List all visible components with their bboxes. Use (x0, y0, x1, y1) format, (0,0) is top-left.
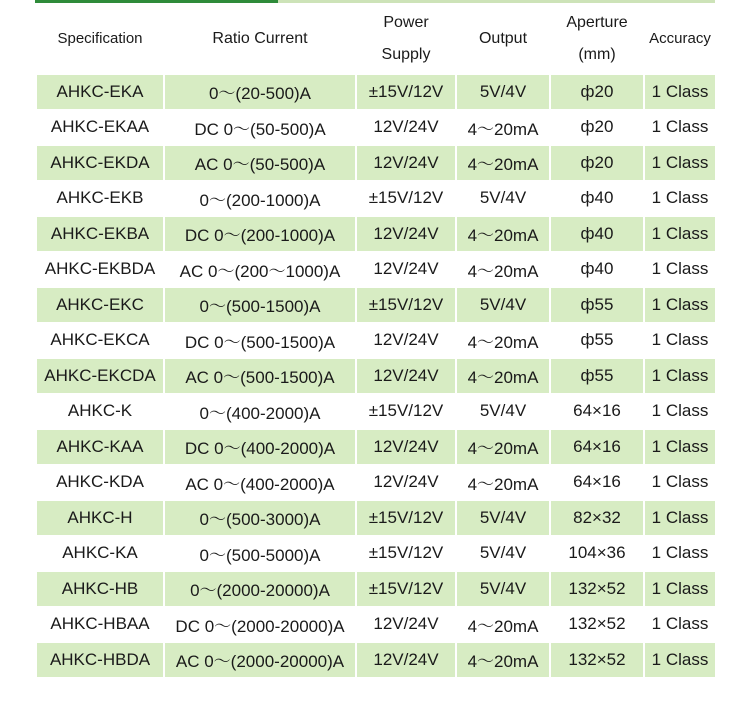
cell-output: 4～20mA (456, 429, 550, 465)
cell-accuracy: 1 Class (644, 145, 716, 181)
header-ratio-current: Ratio Current (164, 4, 356, 74)
cell-ratio: 0～(500-3000)A (164, 500, 356, 536)
cell-power: ±15V/12V (356, 500, 456, 536)
table-row (36, 642, 716, 678)
header-power-line1: Power (383, 14, 429, 31)
header-output: Output (456, 4, 550, 74)
cell-power: 12V/24V (356, 358, 456, 394)
cell-spec: AHKC-EKBDA (36, 252, 164, 288)
cell-accuracy: 1 Class (644, 429, 716, 465)
table-row (36, 181, 716, 217)
table-row (36, 323, 716, 359)
cell-output: 4～20mA (456, 252, 550, 288)
cell-aperture: ф20 (550, 74, 644, 110)
header-power-line2: Supply (381, 46, 431, 63)
cell-ratio: AC 0～(400-2000)A (164, 465, 356, 501)
cell-spec: AHKC-K (36, 394, 164, 430)
cell-output: 4～20mA (456, 358, 550, 394)
cell-ratio: 0～(500-1500)A (164, 287, 356, 323)
cell-ratio: DC 0～(500-1500)A (164, 323, 356, 359)
cell-accuracy: 1 Class (644, 287, 716, 323)
cell-ratio: DC 0～(200-1000)A (164, 216, 356, 252)
cell-aperture: ф40 (550, 216, 644, 252)
table-row (36, 252, 716, 288)
cell-output: 4～20mA (456, 642, 550, 678)
cell-aperture: ф55 (550, 287, 644, 323)
header-aperture-line2: (mm) (578, 46, 616, 63)
cell-power: ±15V/12V (356, 74, 456, 110)
cell-aperture: ф40 (550, 252, 644, 288)
table-row (36, 536, 716, 572)
table-row (36, 110, 716, 146)
cell-output: 5V/4V (456, 181, 550, 217)
table-row (36, 607, 716, 643)
cell-output: 4～20mA (456, 145, 550, 181)
cell-output: 4～20mA (456, 216, 550, 252)
cell-power: 12V/24V (356, 465, 456, 501)
cell-ratio: AC 0～(2000-20000)A (164, 642, 356, 678)
cell-spec: AHKC-HBAA (36, 607, 164, 643)
cell-accuracy: 1 Class (644, 216, 716, 252)
cell-power: 12V/24V (356, 642, 456, 678)
cell-power: 12V/24V (356, 110, 456, 146)
cell-output: 5V/4V (456, 536, 550, 572)
cell-aperture: ф40 (550, 181, 644, 217)
cell-aperture: ф20 (550, 145, 644, 181)
cell-spec: AHKC-EKA (36, 74, 164, 110)
cell-ratio: 0～(20-500)A (164, 74, 356, 110)
cell-power: 12V/24V (356, 252, 456, 288)
table-row (36, 216, 716, 252)
cell-accuracy: 1 Class (644, 110, 716, 146)
cell-aperture: 104×36 (550, 536, 644, 572)
cell-spec: AHKC-KAA (36, 429, 164, 465)
cell-power: ±15V/12V (356, 181, 456, 217)
cell-ratio: 0～(400-2000)A (164, 394, 356, 430)
table-row (36, 500, 716, 536)
table-row (36, 74, 716, 110)
cell-ratio: AC 0～(200～1000)A (164, 252, 356, 288)
cell-spec: AHKC-EKC (36, 287, 164, 323)
cell-accuracy: 1 Class (644, 181, 716, 217)
specification-table (35, 3, 717, 679)
cell-ratio: 0～(200-1000)A (164, 181, 356, 217)
cell-aperture: 132×52 (550, 607, 644, 643)
cell-spec: AHKC-HB (36, 571, 164, 607)
cell-ratio: DC 0～(2000-20000)A (164, 607, 356, 643)
cell-power: ±15V/12V (356, 394, 456, 430)
table-body (36, 74, 716, 678)
cell-power: ±15V/12V (356, 287, 456, 323)
cell-ratio: DC 0～(400-2000)A (164, 429, 356, 465)
cell-output: 4～20mA (456, 465, 550, 501)
cell-spec: AHKC-EKCDA (36, 358, 164, 394)
cell-power: 12V/24V (356, 145, 456, 181)
table-row (36, 571, 716, 607)
cell-aperture: 132×52 (550, 642, 644, 678)
cell-ratio: DC 0～(50-500)A (164, 110, 356, 146)
cell-aperture: 64×16 (550, 429, 644, 465)
table-row (36, 465, 716, 501)
cell-power: 12V/24V (356, 323, 456, 359)
cell-power: ±15V/12V (356, 536, 456, 572)
cell-power: 12V/24V (356, 216, 456, 252)
cell-aperture: 64×16 (550, 465, 644, 501)
table-row (36, 145, 716, 181)
cell-output: 5V/4V (456, 571, 550, 607)
cell-aperture: 64×16 (550, 394, 644, 430)
table-row (36, 287, 716, 323)
cell-accuracy: 1 Class (644, 642, 716, 678)
cell-output: 4～20mA (456, 323, 550, 359)
header-aperture (550, 4, 644, 74)
table-row (36, 358, 716, 394)
cell-accuracy: 1 Class (644, 323, 716, 359)
cell-spec: AHKC-EKCA (36, 323, 164, 359)
cell-output: 5V/4V (456, 74, 550, 110)
cell-output: 5V/4V (456, 500, 550, 536)
cell-output: 4～20mA (456, 110, 550, 146)
cell-aperture: ф55 (550, 323, 644, 359)
cell-spec: AHKC-HBDA (36, 642, 164, 678)
cell-accuracy: 1 Class (644, 74, 716, 110)
cell-aperture: ф20 (550, 110, 644, 146)
cell-spec: AHKC-EKB (36, 181, 164, 217)
header-aperture-line1: Aperture (566, 14, 628, 31)
cell-accuracy: 1 Class (644, 252, 716, 288)
cell-spec: AHKC-EKAA (36, 110, 164, 146)
cell-aperture: ф55 (550, 358, 644, 394)
header-accuracy: Accuracy (644, 4, 716, 74)
cell-accuracy: 1 Class (644, 536, 716, 572)
cell-power: 12V/24V (356, 429, 456, 465)
cell-accuracy: 1 Class (644, 571, 716, 607)
cell-ratio: AC 0～(50-500)A (164, 145, 356, 181)
header-specification: Specification (36, 4, 164, 74)
cell-spec: AHKC-EKDA (36, 145, 164, 181)
header-power-supply (356, 4, 456, 74)
cell-spec: AHKC-KDA (36, 465, 164, 501)
cell-aperture: 82×32 (550, 500, 644, 536)
cell-ratio: AC 0～(500-1500)A (164, 358, 356, 394)
cell-output: 4～20mA (456, 607, 550, 643)
cell-spec: AHKC-EKBA (36, 216, 164, 252)
cell-output: 5V/4V (456, 287, 550, 323)
cell-spec: AHKC-H (36, 500, 164, 536)
cell-spec: AHKC-KA (36, 536, 164, 572)
cell-output: 5V/4V (456, 394, 550, 430)
table-row (36, 429, 716, 465)
header-row (36, 4, 716, 74)
cell-accuracy: 1 Class (644, 465, 716, 501)
cell-accuracy: 1 Class (644, 358, 716, 394)
cell-ratio: 0～(2000-20000)A (164, 571, 356, 607)
cell-accuracy: 1 Class (644, 394, 716, 430)
cell-aperture: 132×52 (550, 571, 644, 607)
table-header (36, 4, 716, 74)
cell-accuracy: 1 Class (644, 500, 716, 536)
cell-accuracy: 1 Class (644, 607, 716, 643)
cell-power: ±15V/12V (356, 571, 456, 607)
cell-ratio: 0～(500-5000)A (164, 536, 356, 572)
table-row (36, 394, 716, 430)
cell-power: 12V/24V (356, 607, 456, 643)
